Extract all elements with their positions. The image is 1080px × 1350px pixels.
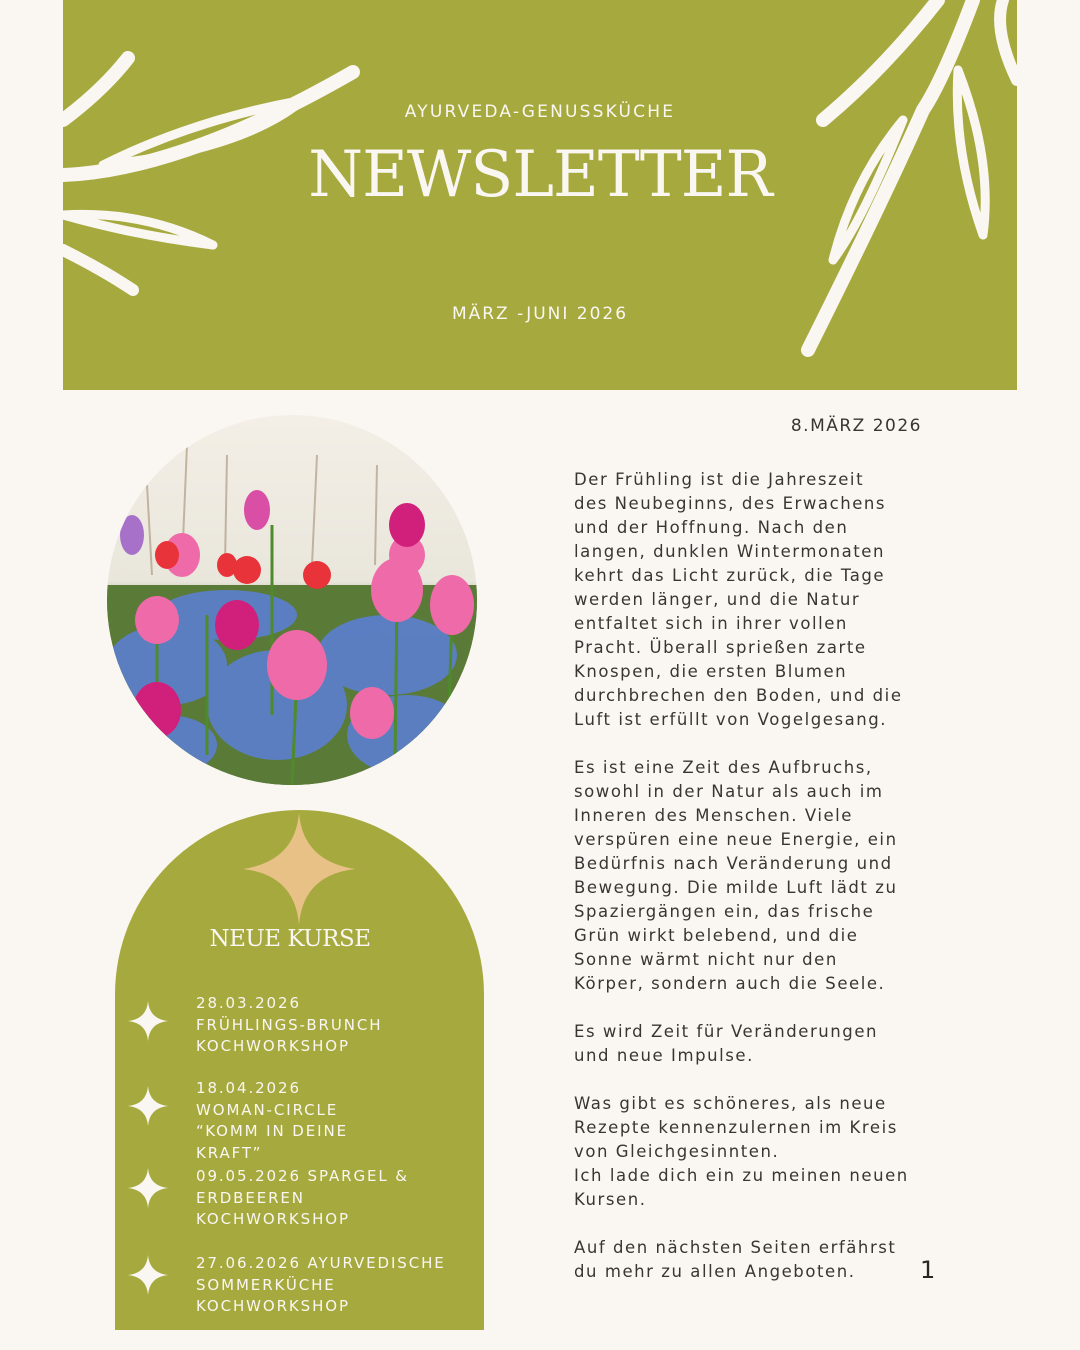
sparkle-bullet-icon bbox=[128, 1255, 168, 1295]
page-title: NEWSLETTER bbox=[308, 138, 772, 212]
paragraph: Der Frühling ist die Jahreszeit des Neubeginns, des Erwachens und der Hoffnung. Nach den langen, dunklen Wintermonaten kehrt das Licht zurück, die Tage werden länger, und die Natur entfaltet sich in ihrer vollen Pracht. Überall sprießen zarte Knospen, die ersten Blumen durchbrechen den Boden, und die Luft ist erfüllt von Vogelgesang. bbox=[574, 470, 903, 729]
course-text: 09.05.2026 SPARGEL & ERDBEEREN KOCHWORKSHOP bbox=[196, 1167, 409, 1228]
paragraph: Was gibt es schöneres, als neue Rezepte kennenzulernen im Kreis von Gleichgesinnten. Ich lade dich ein zu meinen neuen Kursen. bbox=[574, 1094, 909, 1209]
sparkle-bullet-icon bbox=[128, 1168, 168, 1208]
paragraph: Auf den nächsten Seiten erfährst du mehr zu allen Angeboten. bbox=[574, 1238, 897, 1281]
sparkle-bullet-icon bbox=[128, 1001, 168, 1041]
course-text: 27.06.2026 AYURVEDISCHE SOMMERKÜCHE KOCHWORKSHOP bbox=[196, 1254, 446, 1315]
sparkle-star-icon bbox=[243, 813, 355, 925]
sparkle-bullet-icon bbox=[128, 1086, 168, 1126]
tulip-field-image bbox=[107, 415, 477, 785]
courses-heading: NEUE KURSE bbox=[209, 926, 371, 952]
course-text: 18.04.2026 WOMAN-CIRCLE “KOMM IN DEINE KRAFT” bbox=[196, 1079, 348, 1162]
paragraph: Es ist eine Zeit des Aufbruchs, sowohl in der Natur als auch im Inneren des Menschen. Viele verspüren eine neue Energie, ein Bedürfnis nach Veränderung und Bewegung. Die milde Luft lädt zu Spaziergängen ein, das frische Grün wirkt belebend, und die Sonne wärmt nicht nur den Körper, sondern auch die Seele. bbox=[574, 758, 898, 993]
article-body bbox=[574, 468, 934, 1308]
paragraph: Es wird Zeit für Veränderungen und neue Impulse. bbox=[574, 1022, 879, 1065]
spring-tulips-photo bbox=[107, 415, 477, 785]
brand-kicker: AYURVEDA-GENUSSKÜCHE bbox=[404, 102, 676, 122]
course-text: 28.03.2026 FRÜHLINGS-BRUNCH KOCHWORKSHOP bbox=[196, 994, 383, 1055]
new-courses-card bbox=[115, 810, 484, 1330]
article-date: 8.MÄRZ 2026 bbox=[790, 416, 922, 436]
page-number: 1 bbox=[920, 1256, 936, 1284]
header-banner bbox=[63, 0, 1017, 390]
issue-period: MÄRZ -JUNI 2026 bbox=[451, 304, 629, 324]
